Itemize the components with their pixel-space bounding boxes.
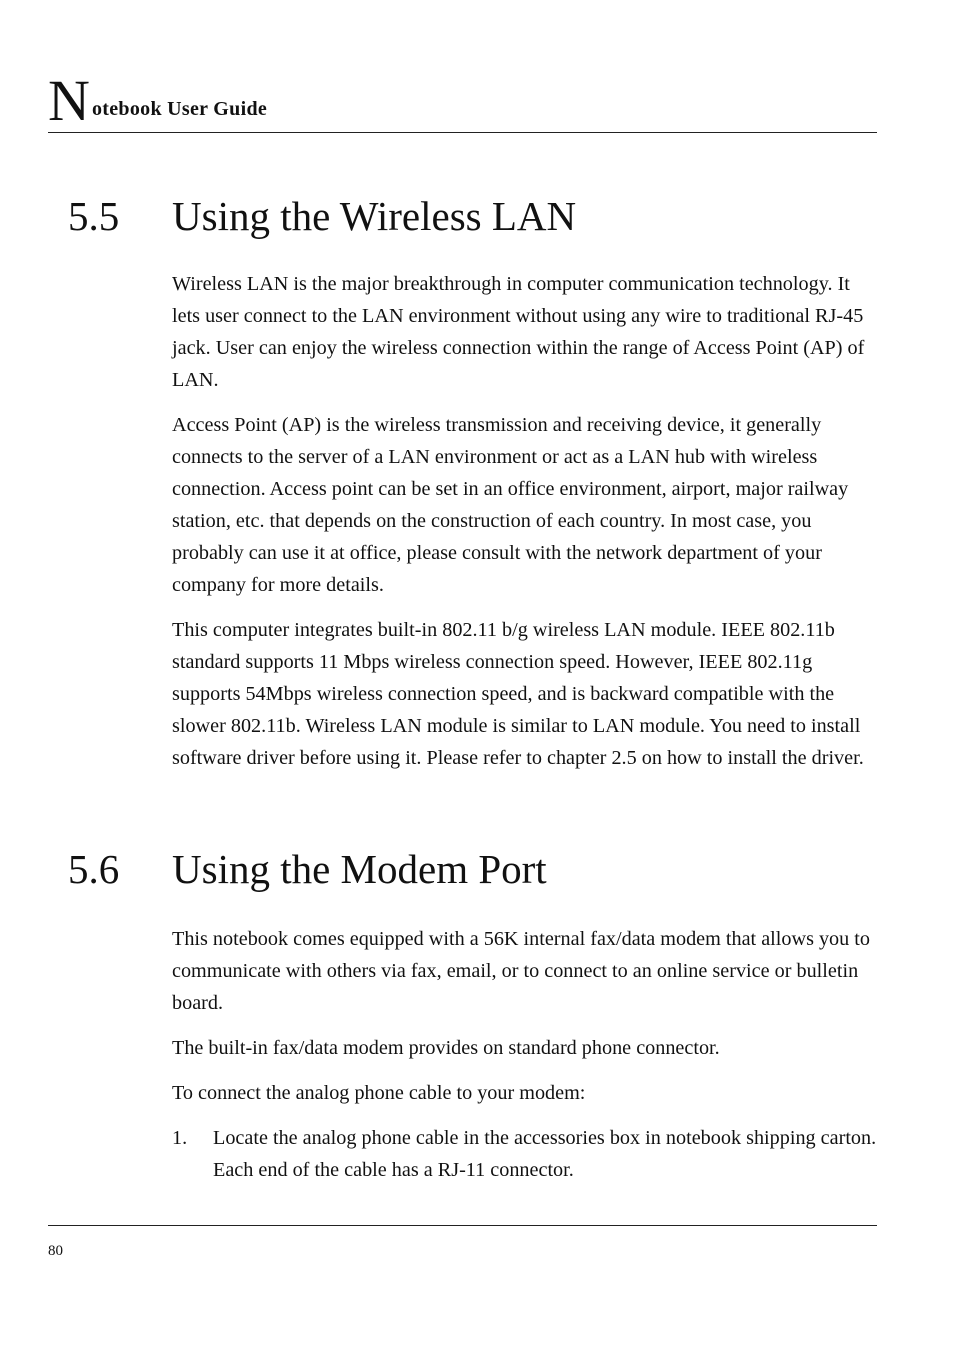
paragraph: Wireless LAN is the major breakthrough in computer communication technology. It lets user connect to the LAN environment without using any wire to traditional RJ-45 jack. User can enjoy the wireless connection within the range of Access Point (AP) of LAN.	[172, 273, 865, 391]
header-drop-initial: N	[48, 68, 90, 133]
paragraph: To connect the analog phone cable to your modem:	[172, 1082, 586, 1104]
section-number: 5.6	[68, 846, 120, 892]
page-number: 80	[48, 1243, 63, 1259]
section-title: Using the Wireless LAN	[172, 193, 577, 239]
section-body-wireless-lan	[172, 268, 877, 787]
paragraph: The built-in fax/data modem provides on standard phone connector.	[172, 1037, 720, 1059]
running-header	[48, 62, 877, 133]
section-title: Using the Modem Port	[172, 846, 547, 892]
step-number: 1.	[172, 1127, 188, 1149]
header-title: otebook User Guide	[92, 98, 268, 120]
paragraph: Access Point (AP) is the wireless transmission and receiving device, it generally connects to the server of a LAN environment or act as a LAN hub with wireless connection. Access point can be set in an office environment, airport, major railway station, etc. that depends on the construction of each country. In most case, you probably can use it at office, please consult with the network department of your company for more details.	[172, 414, 849, 596]
step-text: Locate the analog phone cable in the accessories box in notebook shipping carton. Each end of the cable has a RJ-11 connector.	[213, 1127, 877, 1181]
numbered-step	[172, 1122, 877, 1186]
section-number: 5.5	[68, 193, 120, 239]
section-body-modem-port	[172, 923, 877, 1186]
paragraph: This notebook comes equipped with a 56K internal fax/data modem that allows you to communicate with others via fax, email, or to connect to an online service or bulletin board.	[172, 928, 870, 1014]
paragraph: This computer integrates built-in 802.11 b/g wireless LAN module. IEEE 802.11b standard supports 11 Mbps wireless connection speed. However, IEEE 802.11g supports 54Mbps wireless connection speed, and is backward compatible with the slower 802.11b. Wireless LAN module is similar to LAN module. You need to install software driver before using it. Please refer to chapter 2.5 on how to install the driver.	[172, 619, 864, 769]
footer-rule	[48, 1225, 877, 1226]
